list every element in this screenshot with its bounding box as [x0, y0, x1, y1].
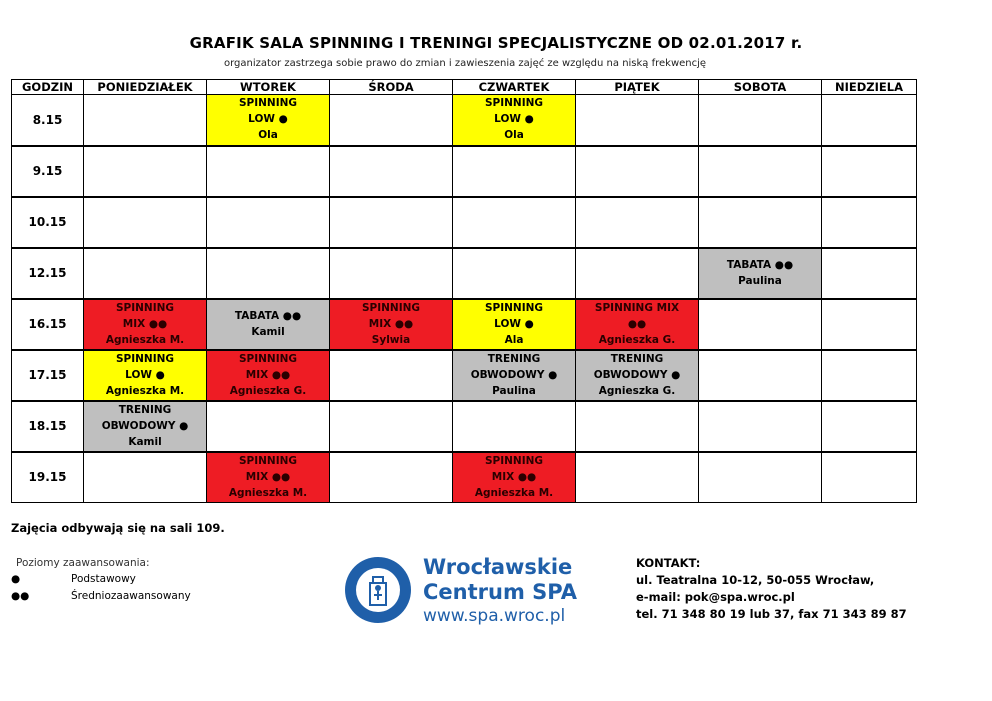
contact-heading: KONTAKT:: [636, 556, 701, 570]
level-label: Podstawowy: [71, 573, 136, 585]
time-cell: 16.15: [12, 299, 84, 350]
page-subtitle: organizator zastrzega sobie prawo do zmian i zawieszenia zajęć ze względu na niską frekwencję: [224, 58, 707, 69]
class-line: Agnieszka G.: [598, 384, 676, 397]
empty-cell: [330, 401, 453, 452]
brand-name-line2: Centrum SPA: [423, 580, 577, 604]
empty-cell: [84, 146, 207, 197]
levels-heading: Poziomy zaawansowania:: [16, 557, 150, 569]
class-line: MIX ●●: [245, 470, 291, 483]
empty-cell: [330, 248, 453, 299]
level-symbol: ●: [11, 573, 21, 585]
empty-cell: [84, 452, 207, 503]
class-line: MIX ●●: [245, 368, 291, 381]
time-cell: 18.15: [12, 401, 84, 452]
class-line: SPINNING: [484, 454, 544, 467]
empty-cell: [699, 452, 822, 503]
class-cell: [453, 452, 576, 503]
class-cell: [453, 299, 576, 350]
class-line: Paulina: [738, 275, 782, 287]
header-thursday: CZWARTEK: [453, 80, 576, 95]
time-cell: 8.15: [12, 95, 84, 146]
class-line: Agnieszka M.: [105, 333, 185, 346]
empty-cell: [330, 350, 453, 401]
class-line: TRENING: [118, 403, 172, 416]
table-row: [12, 452, 917, 503]
empty-cell: [207, 197, 330, 248]
empty-cell: [699, 401, 822, 452]
header-monday: PONIEDZIAŁEK: [84, 80, 207, 95]
empty-cell: [822, 197, 917, 248]
contact-address: ul. Teatralna 10-12, 50-055 Wrocław,: [636, 573, 875, 587]
header-sunday: NIEDZIELA: [822, 80, 917, 95]
empty-cell: [576, 197, 699, 248]
class-cell: [699, 248, 822, 299]
class-line: SPINNING: [238, 454, 298, 467]
time-cell: 17.15: [12, 350, 84, 401]
header-time: GODZIN: [12, 80, 84, 95]
class-cell: [330, 299, 453, 350]
empty-cell: [576, 95, 699, 146]
class-line: SPINNING: [115, 352, 175, 365]
empty-cell: [822, 401, 917, 452]
class-line: Ola: [258, 129, 278, 142]
class-cell: [453, 350, 576, 401]
class-line: MIX ●●: [122, 317, 168, 330]
time-cell: 9.15: [12, 146, 84, 197]
empty-cell: [576, 248, 699, 299]
class-line: OBWODOWY ●: [101, 419, 189, 432]
class-line: Ola: [504, 129, 524, 142]
empty-cell: [822, 95, 917, 146]
class-cell: [84, 350, 207, 401]
empty-cell: [822, 452, 917, 503]
empty-cell: [330, 197, 453, 248]
empty-cell: [822, 299, 917, 350]
empty-cell: [84, 248, 207, 299]
empty-cell: [207, 401, 330, 452]
class-line: Agnieszka G.: [229, 384, 307, 397]
empty-cell: [699, 197, 822, 248]
schedule-table: [11, 79, 917, 503]
empty-cell: [822, 146, 917, 197]
class-line: SPINNING: [238, 352, 298, 365]
table-row: [12, 95, 917, 146]
empty-cell: [576, 401, 699, 452]
header-wednesday: ŚRODA: [330, 80, 453, 95]
table-row: [12, 248, 917, 299]
empty-cell: [330, 452, 453, 503]
empty-cell: [84, 95, 207, 146]
page-title: GRAFIK SALA SPINNING I TRENINGI SPECJALISTYCZNE OD 02.01.2017 r.: [189, 34, 803, 52]
class-line: SPINNING MIX: [594, 301, 680, 314]
empty-cell: [84, 197, 207, 248]
empty-cell: [330, 146, 453, 197]
class-line: TABATA ●●: [726, 259, 794, 271]
class-cell: [84, 299, 207, 350]
empty-cell: [453, 401, 576, 452]
class-line: LOW ●: [494, 113, 534, 126]
class-line: Paulina: [492, 384, 536, 397]
brand-url[interactable]: www.spa.wroc.pl: [423, 606, 566, 626]
contact-phone: tel. 71 348 80 19 lub 37, fax 71 343 89 87: [636, 607, 907, 621]
class-line: TRENING: [610, 352, 664, 365]
empty-cell: [576, 452, 699, 503]
table-row: [12, 146, 917, 197]
class-line: OBWODOWY ●: [593, 368, 681, 381]
spa-logo-icon: [343, 555, 413, 625]
class-line: Agnieszka G.: [598, 333, 676, 346]
empty-cell: [453, 146, 576, 197]
class-line: Sylwia: [371, 333, 411, 346]
class-line: SPINNING: [115, 301, 175, 314]
class-line: OBWODOWY ●: [470, 368, 558, 381]
class-line: LOW ●: [248, 113, 288, 126]
class-line: TRENING: [487, 352, 541, 365]
room-note: Zajęcia odbywają się na sali 109.: [11, 521, 225, 535]
class-line: TABATA ●●: [234, 310, 302, 322]
level-label: Średniozaawansowany: [71, 590, 191, 602]
class-line: MIX ●●: [368, 317, 414, 330]
class-cell: [84, 401, 207, 452]
class-line: Agnieszka M.: [474, 486, 554, 499]
class-line: Ala: [504, 333, 524, 346]
empty-cell: [822, 248, 917, 299]
class-line: Kamil: [251, 326, 285, 338]
table-row: [12, 197, 917, 248]
class-line: ●●: [627, 317, 647, 330]
class-cell: [453, 95, 576, 146]
class-line: Agnieszka M.: [228, 486, 308, 499]
header-saturday: SOBOTA: [699, 80, 822, 95]
class-line: SPINNING: [484, 301, 544, 314]
empty-cell: [453, 197, 576, 248]
class-line: SPINNING: [238, 97, 298, 110]
class-line: MIX ●●: [491, 470, 537, 483]
level-item: [11, 590, 191, 602]
class-cell: [207, 95, 330, 146]
class-cell: [207, 299, 330, 350]
header-friday: PIĄTEK: [576, 80, 699, 95]
time-cell: 19.15: [12, 452, 84, 503]
class-line: SPINNING: [361, 301, 421, 314]
table-row: [12, 350, 917, 401]
empty-cell: [822, 350, 917, 401]
empty-cell: [699, 299, 822, 350]
header-tuesday: WTOREK: [207, 80, 330, 95]
class-cell: [576, 299, 699, 350]
empty-cell: [699, 95, 822, 146]
empty-cell: [699, 350, 822, 401]
class-cell: [207, 350, 330, 401]
empty-cell: [699, 146, 822, 197]
brand-name-line1: Wrocławskie: [423, 555, 573, 579]
empty-cell: [207, 146, 330, 197]
table-row: [12, 401, 917, 452]
contact-email[interactable]: e-mail: pok@spa.wroc.pl: [636, 590, 795, 604]
class-line: SPINNING: [484, 97, 544, 110]
class-cell: [576, 350, 699, 401]
class-line: Kamil: [128, 435, 162, 448]
class-line: LOW ●: [494, 317, 534, 330]
level-symbol: ●●: [11, 590, 30, 602]
time-cell: 10.15: [12, 197, 84, 248]
schedule-body: [12, 95, 917, 503]
empty-cell: [453, 248, 576, 299]
empty-cell: [576, 146, 699, 197]
empty-cell: [330, 95, 453, 146]
header-row: [12, 80, 917, 95]
table-row: [12, 299, 917, 350]
level-item: [11, 573, 136, 585]
empty-cell: [207, 248, 330, 299]
contact-block: [636, 555, 907, 623]
class-cell: [207, 452, 330, 503]
class-line: Agnieszka M.: [105, 384, 185, 397]
class-line: LOW ●: [125, 368, 165, 381]
time-cell: 12.15: [12, 248, 84, 299]
